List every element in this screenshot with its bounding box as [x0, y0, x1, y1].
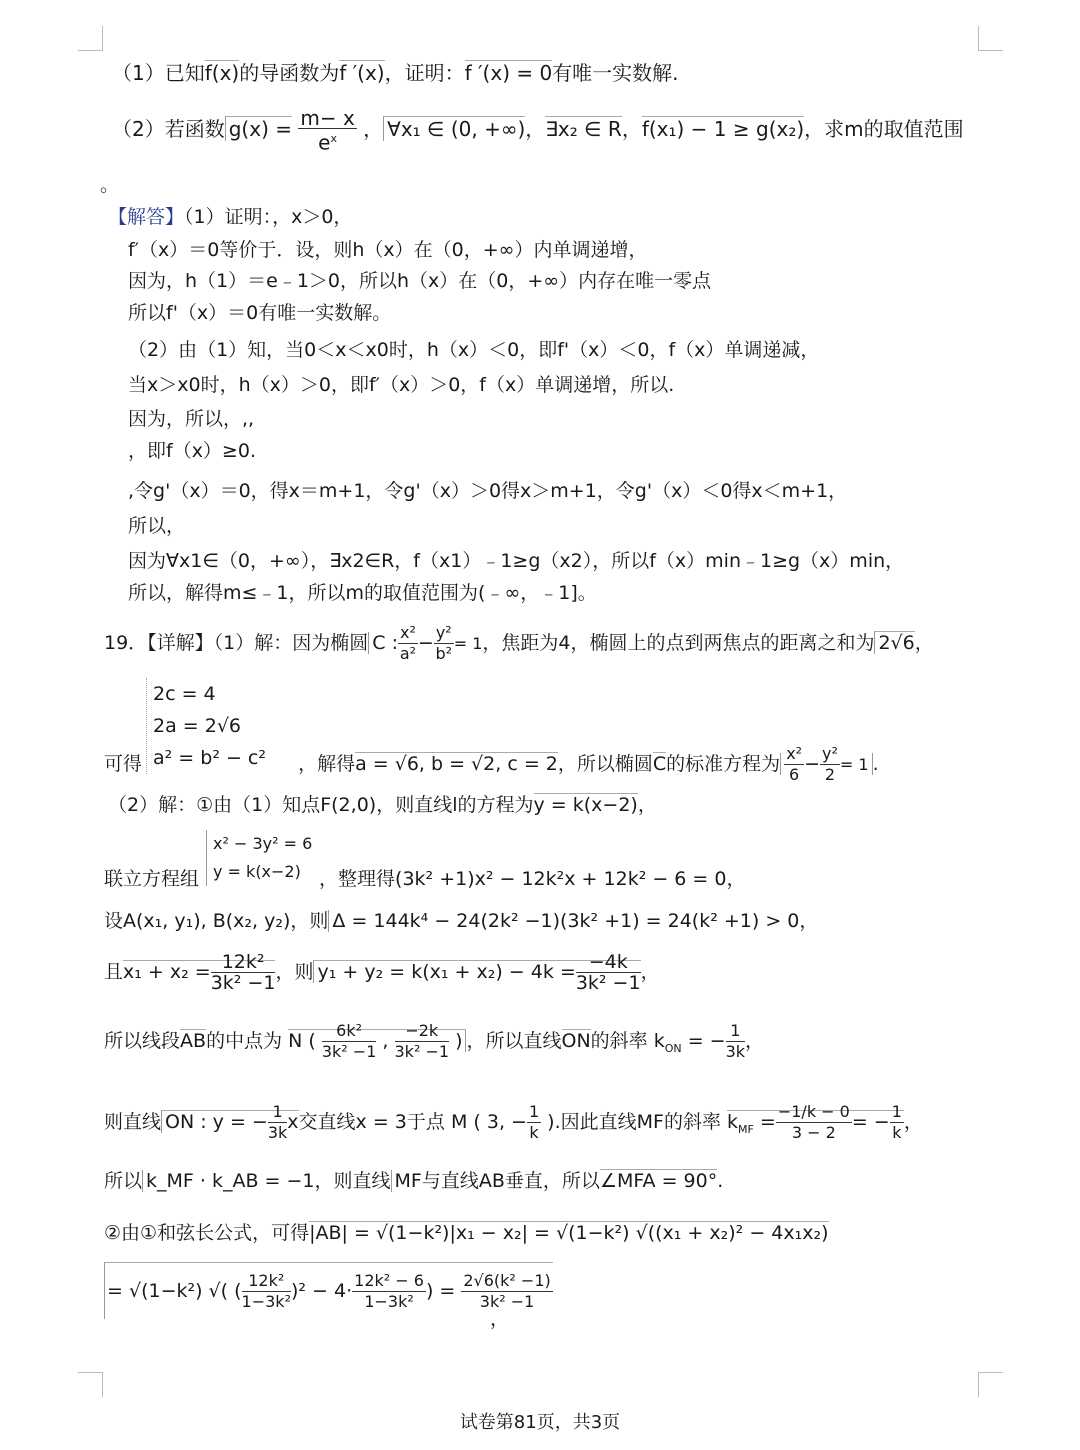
system-eq-3: a² = b² − c² [153, 747, 266, 769]
angle-MFA: ∠MFA = 90° [599, 1170, 718, 1192]
q1-text-4: 有唯一实数解. [552, 61, 679, 85]
on-lead: ，所以直线 [466, 1030, 562, 1052]
std-equation [780, 744, 872, 784]
kMF-eq-2: = − [851, 1111, 890, 1133]
kMF-den: 3 − 2 [791, 1123, 836, 1142]
kMF-sub: MF [738, 1122, 754, 1136]
p2-system-eq-1: x² − 3y² = 6 [213, 834, 313, 853]
kON-frac [726, 1021, 745, 1062]
p2-line-6 [104, 1094, 923, 1158]
yinci-label: .因此直线 [554, 1111, 637, 1133]
kMF-frac [776, 1102, 852, 1143]
kMF-end: ， [903, 1111, 923, 1133]
N-y-num: −2k [395, 1021, 450, 1042]
sum-y-num: −4k [576, 952, 641, 973]
solution-line-8: ，即f（x）≥0. [128, 440, 256, 462]
p19-lead: 19．【详解】（1）解：因为椭圆 [104, 632, 369, 654]
p2-line-2 [104, 866, 746, 892]
sum-y-end: ， [640, 961, 660, 983]
N-x-num: 6k² [322, 1021, 377, 1042]
q2-ineq: f(x₁) − 1 ≥ g(x₂) [641, 117, 805, 141]
solution-line-7: 因为，所以，,, [128, 408, 255, 430]
std-mid: 的标准方程为 [666, 753, 781, 775]
MF-label: MF [636, 1111, 664, 1133]
chord-lead: ②由①和弦长公式，可得 [104, 1222, 310, 1244]
p2-system-eq-2: y = k(x−2) [213, 862, 301, 881]
p2-text-2: ，则直线 [376, 794, 453, 816]
solution-line-10: 所以， [128, 515, 186, 537]
ellipse-minus: − [417, 632, 434, 654]
q1-text-2: 的导函数为 [239, 61, 340, 85]
jiede-label: ，解得 [298, 753, 356, 775]
solution-line-12: 所以，解得m≤﹣1，所以m的取值范围为(﹣∞，﹣1]。 [128, 582, 597, 604]
sum-y: y₁ + y₂ = k(x₁ + x₂) − 4k = [317, 961, 576, 983]
perp-AB: AB [478, 1170, 505, 1192]
delta-end: ， [799, 910, 819, 932]
kON-k: k [653, 1030, 665, 1052]
ze-label-2: ，则 [275, 961, 314, 983]
std-c: C [652, 753, 667, 775]
final-frac-2 [352, 1271, 426, 1312]
ellipse-x-frac [398, 623, 418, 664]
ON-x: x [287, 1111, 299, 1133]
M-label: M [450, 1111, 468, 1133]
point-F: F(2,0) [320, 794, 377, 816]
M-num: 1 [528, 1102, 540, 1121]
kMF-eq: = [759, 1111, 776, 1133]
ON-num: 1 [268, 1102, 287, 1123]
ellipse-x-den: a² [399, 644, 417, 663]
N-y-frac [395, 1021, 450, 1062]
kMF-k: k [727, 1111, 739, 1133]
p2-line-9 [104, 1262, 553, 1319]
corner-mark-top-right [978, 26, 1003, 51]
q1-fpeq: f ′(x) = 0 [464, 61, 553, 85]
ON-frac [268, 1102, 287, 1143]
solution-line-4: 所以f'（x）＝0有唯一实数解。 [128, 302, 392, 324]
kMF-frac-2 [890, 1102, 904, 1143]
corner-mark-top-left [78, 26, 103, 51]
sum-x-num: 12k² [211, 952, 276, 973]
de-slope-label: 的斜率 [663, 1111, 721, 1133]
q2-comma-3: ， [621, 117, 642, 141]
std-x-den: 6 [789, 765, 800, 784]
kON-num: 1 [726, 1021, 745, 1042]
sum-x-expr [123, 951, 276, 994]
ellipse-c: C : [372, 632, 398, 654]
question-2 [112, 104, 964, 154]
kMF-num: −1/k − 0 [777, 1102, 850, 1121]
jiao-label: 交直线 [298, 1111, 356, 1133]
std-y-frac [820, 744, 840, 785]
p19-sum: 2√6 [874, 631, 914, 654]
kON-den: 3k [725, 1042, 746, 1061]
solution-tag: 【解答】 [108, 206, 185, 228]
q2-exists: ∃x₂ ∈ R [545, 117, 622, 141]
yudian-label: 于点 [406, 1111, 445, 1133]
lianli-label: 联立方程组 [104, 868, 200, 890]
std-x-num: x² [786, 744, 803, 763]
she-label: 设 [104, 910, 124, 932]
ellipse-y-den: b² [435, 644, 453, 663]
p2-line-4 [104, 948, 660, 996]
sum-x-frac [211, 952, 276, 993]
mid-AB: AB [180, 1030, 207, 1052]
std-eq: = 1 [839, 755, 869, 774]
solution-text-1: （1）证明：，x＞0， [184, 206, 353, 228]
line-l: l [452, 794, 458, 816]
ON-equation [161, 1102, 299, 1142]
final-num-3: 2√6(k² −1) [463, 1271, 551, 1290]
solution-line-3: 因为，h（1）＝e﹣1＞0，所以h（x）在（0，+∞）内存在唯一零点 [128, 270, 712, 292]
ze-label: ，则 [290, 910, 329, 932]
p19-tail: ， [914, 632, 934, 654]
line-equation: y = k(x−2) [533, 794, 638, 816]
N-label: N [288, 1030, 303, 1052]
midpoint-N: N ( $\frac{\text{6k²}}{\text{3k² −1}}$ , $\frac{-2k}{\text{3k² −1}}$ ) [288, 1029, 466, 1052]
mid-lead: 所以线段 [104, 1030, 181, 1052]
ON-label: ON [561, 1030, 591, 1052]
ellipse-x-num: x² [400, 623, 416, 642]
p2-line-3 [104, 908, 818, 934]
kON-eq: = − [687, 1030, 726, 1052]
perp-with: 与直线 [421, 1170, 479, 1192]
final-b: )² − 4· [290, 1280, 353, 1302]
final-den-2: 1−3k² [364, 1292, 414, 1311]
sum-y-den: 3k² −1 [575, 972, 641, 994]
ON-eq: ON : y = − [165, 1111, 268, 1133]
ellipse-eq: = 1 [453, 634, 483, 653]
std-x-frac [784, 744, 804, 785]
solution-line-9: ,令g'（x）＝0，得x＝m+1，令g'（x）＞0得x＞m+1，令g'（x）＜0得x＜m+1， [128, 480, 848, 502]
std-end: . [872, 753, 879, 775]
p2-line-5 [104, 1014, 764, 1076]
q2-num: m− x [300, 106, 355, 131]
sum-y-expr [313, 951, 641, 994]
p2-line-1 [108, 792, 657, 818]
perp-lead: 所以 [104, 1170, 143, 1192]
kON-end: ， [745, 1030, 765, 1052]
quadratic-equation: (3k² +1)x² − 12k²x + 12k² − 6 = 0 [395, 868, 727, 890]
q2-den-base: e [318, 130, 331, 155]
sum-x-den: 3k² −1 [210, 972, 276, 994]
final-num-2: 12k² − 6 [354, 1271, 424, 1290]
sum-x: x₁ + x₂ = [123, 961, 211, 983]
p2-text-4: ， [637, 794, 657, 816]
M-den: k [529, 1123, 539, 1142]
solution-line-11: 因为∀x1∈（0，+∞），∃x2∈R，f（x1）﹣1≥g（x2），所以f（x）min﹣1≥g（x）min， [128, 550, 905, 572]
angle-end: . [717, 1170, 724, 1192]
M-coord: 3, − [486, 1111, 527, 1133]
corner-mark-bottom-left [78, 1372, 103, 1397]
page-footer: 试卷第81页，共3页 [459, 1412, 621, 1433]
system-eq-1: 2c = 4 [153, 683, 216, 705]
solution-line-6: 当x＞x0时，h（x）＞0，即f′（x）＞0，f（x）单调递增，所以. [128, 374, 675, 396]
final-den-1: 1−3k² [241, 1292, 291, 1311]
p2-line-8 [104, 1220, 829, 1246]
std-minus: − [804, 753, 820, 775]
perp-MF: MF [391, 1170, 422, 1192]
q2-forall: ∀x₁ ∈ (0, +∞) [383, 116, 525, 141]
M-frac [527, 1102, 541, 1143]
discriminant: Δ = 144k⁴ − 24(2k² −1)(3k² +1) = 24(k² +1) > 0 [328, 910, 799, 932]
solution-line-1 [108, 204, 352, 230]
q2-text: （2）若函数 [112, 117, 225, 141]
p2-line-7 [104, 1168, 723, 1194]
final-num-1: 12k² [242, 1271, 291, 1292]
N-y-den: 3k² −1 [394, 1042, 450, 1061]
zexian-label: 则直线 [104, 1111, 162, 1133]
sum-y-frac [576, 952, 641, 993]
p2-text-1: （2）解：①由（1）知点 [108, 794, 321, 816]
std-y-num: y² [822, 744, 838, 763]
q2-den-sup: x [330, 132, 337, 146]
p19-mid: ，焦距为4，椭圆上的点到两焦点的距离之和为 [482, 632, 875, 654]
perp-expr: k_MF · k_AB = −1 [142, 1170, 315, 1192]
point-M: M ( 3, − $\frac{1}{k}$ ) [450, 1102, 555, 1142]
zhengli-label: ，整理得 [319, 868, 396, 890]
q2-text-2: ，求m的取值范围 [804, 117, 964, 141]
ellipse-equation [368, 623, 483, 663]
slope-label: 的斜率 [590, 1030, 648, 1052]
solution-line-5: （2）由（1）知，当0＜x＜x0时，h（x）＜0，即f'（x）＜0，f（x）单调递减， [128, 339, 820, 361]
N-x-frac [322, 1021, 377, 1062]
final-den-3: 3k² −1 [479, 1292, 535, 1311]
corner-mark-bottom-right [978, 1372, 1003, 1397]
x-equals-3: x = 3 [355, 1111, 407, 1133]
perp-v: 垂直，所以 [504, 1170, 600, 1192]
q1-text-3: ，证明： [384, 61, 465, 85]
quad-end: ， [726, 868, 746, 890]
kON-expr [653, 1021, 746, 1061]
p19-line-1 [104, 620, 934, 667]
q1-text: （1）已知 [112, 61, 205, 85]
q1-fx: f(x) [204, 61, 240, 85]
ON-den: 3k [267, 1123, 288, 1142]
qie-label: 且 [104, 961, 124, 983]
std-lead: ，所以椭圆 [557, 753, 653, 775]
q2-fraction [298, 108, 356, 153]
q2-den [298, 129, 356, 153]
q2-comma-2: ， [525, 117, 546, 141]
p2-text-3: 的方程为 [457, 794, 534, 816]
final-end: ， [490, 1308, 510, 1330]
question-1 [112, 60, 679, 86]
chord-formula: |AB| = √(1−k²)|x₁ − x₂| = √(1−k²) √((x₁ + x₂)² − 4x₁x₂) [309, 1222, 829, 1244]
final-a: = √(1−k²) √( ( [107, 1280, 242, 1302]
abc-values: a = √6, b = √2, c = 2 [355, 753, 558, 775]
q1-fpx: f ′(x) [339, 61, 385, 85]
kMF-num-2: 1 [891, 1102, 902, 1121]
kON-sub: ON [664, 1041, 682, 1055]
kede-label: 可得 [104, 753, 143, 775]
system-eq-2: 2a = 2√6 [153, 715, 242, 737]
std-y-den: 2 [824, 765, 836, 784]
q2-comma: ， [363, 117, 384, 141]
points-AB: A(x₁, y₁), B(x₂, y₂) [123, 910, 291, 932]
q2-end-mark: 。 [100, 174, 120, 196]
q2-gx: g(x) = [225, 116, 292, 141]
mid-label: 的中点为 [206, 1030, 283, 1052]
kMF-den-2: k [892, 1123, 902, 1142]
perp-mid: ，则直线 [314, 1170, 391, 1192]
ellipse-y-num: y² [435, 623, 452, 642]
N-x-den: 3k² −1 [321, 1042, 377, 1061]
final-c: ) = [425, 1280, 456, 1302]
final-frac-1 [242, 1271, 291, 1312]
kMF-expr [727, 1102, 904, 1142]
ellipse-y-frac [434, 623, 454, 664]
solution-line-2: f′（x）＝0等价于．设，则h（x）在（0，+∞）内单调递增， [128, 239, 648, 261]
p19-result-line [104, 744, 879, 785]
